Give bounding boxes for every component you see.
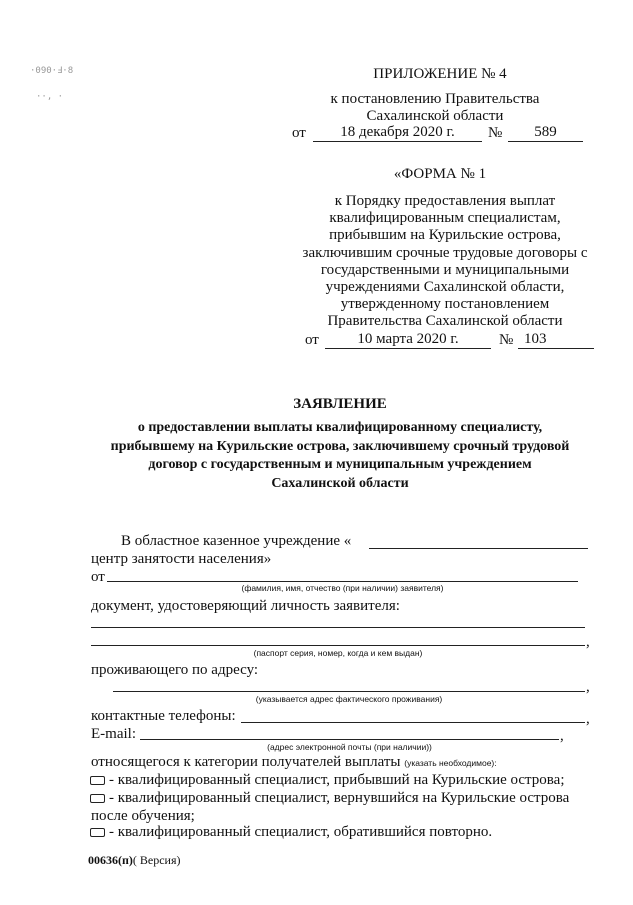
statement-subtitle-line: прибывшему на Курильские острова, заключившему срочный трудовой bbox=[110, 438, 570, 454]
footer-code: 00636(п) bbox=[88, 853, 133, 867]
scan-mark: ··, · bbox=[36, 92, 64, 102]
form-header-line: Правительства Сахалинской области bbox=[327, 313, 563, 330]
form-date-line bbox=[325, 348, 491, 349]
footer-version: ( Версия) bbox=[132, 853, 181, 867]
footer-code-line bbox=[88, 853, 181, 868]
address-label: проживающего по адресу: bbox=[91, 662, 259, 678]
form-header-line: заключившим срочные трудовые договоры с bbox=[302, 244, 588, 261]
statement-subtitle-line: договор с государственным и муниципальным учреждением bbox=[148, 457, 532, 472]
comma: , bbox=[586, 634, 590, 650]
email-field[interactable] bbox=[140, 739, 559, 740]
comma: , bbox=[586, 711, 590, 727]
document-label: документ, удостоверяющий личность заявителя: bbox=[91, 598, 400, 614]
phones-field[interactable] bbox=[241, 722, 585, 723]
recipient-field[interactable] bbox=[369, 548, 588, 549]
comma: , bbox=[560, 728, 564, 744]
option-returned-label-cont: после обучения; bbox=[91, 808, 195, 824]
statement-title: ЗАЯВЛЕНИЕ bbox=[293, 396, 387, 412]
phones-label: контактные телефоны: bbox=[91, 708, 236, 724]
category-label: относящегося к категории получателей выплаты (указать необходимое): bbox=[91, 754, 497, 770]
option-checkbox-returned[interactable] bbox=[90, 794, 105, 803]
form-header-line: учреждениями Сахалинской области, bbox=[325, 279, 565, 295]
scan-mark: ·090·Ⅎ·8 bbox=[30, 66, 74, 76]
form-header-line: квалифицированным специалистам, bbox=[329, 210, 561, 227]
name-caption: (фамилия, имя, отчество (при наличии) заявителя) bbox=[241, 583, 444, 593]
document-field-2[interactable] bbox=[91, 645, 585, 646]
appendix-date: 18 декабря 2020 г. bbox=[340, 124, 455, 140]
form-number-line bbox=[518, 348, 594, 349]
option-repeat-label: - квалифицированный специалист, обратившийся повторно. bbox=[109, 824, 493, 840]
form-header-line: к Порядку предоставления выплат bbox=[334, 193, 556, 209]
comma: , bbox=[586, 679, 590, 695]
form-date: 10 марта 2020 г. bbox=[357, 331, 459, 347]
appendix-line: Сахалинской области bbox=[366, 108, 504, 124]
email-label: E-mail: bbox=[91, 726, 136, 742]
appendix-number-label: № bbox=[488, 125, 503, 141]
option-returned-label: - квалифицированный специалист, вернувшийся на Курильские острова bbox=[109, 790, 570, 806]
appendix-line: к постановлению Правительства bbox=[330, 91, 540, 107]
appendix-number-line bbox=[508, 141, 583, 142]
from-label: от bbox=[91, 569, 105, 585]
option-arrived-label: - квалифицированный специалист, прибывший на Курильские острова; bbox=[109, 772, 565, 788]
email-caption: (адрес электронной почты (при наличии)) bbox=[267, 742, 432, 752]
address-field[interactable] bbox=[113, 691, 585, 692]
form-header-line: прибывшим на Курильские острова, bbox=[329, 227, 561, 244]
form-number: 103 bbox=[524, 331, 547, 347]
recipient-label: В областное казенное учреждение « bbox=[121, 533, 352, 549]
option-checkbox-repeat[interactable] bbox=[90, 828, 105, 837]
form-from-label: от bbox=[305, 332, 319, 348]
form-header-line: государственными и муниципальными bbox=[320, 261, 570, 278]
address-caption: (указывается адрес фактического проживания) bbox=[255, 694, 443, 704]
form-number-label: № bbox=[499, 332, 514, 348]
recipient-line2: центр занятости населения» bbox=[91, 551, 272, 567]
form-header-line: утвержденному постановлением bbox=[340, 296, 550, 313]
document-field-1[interactable] bbox=[91, 627, 585, 628]
appendix-date-line bbox=[313, 141, 482, 142]
option-checkbox-arrived[interactable] bbox=[90, 776, 105, 785]
appendix-title: ПРИЛОЖЕНИЕ № 4 bbox=[373, 66, 507, 82]
appendix-from-label: от bbox=[292, 125, 306, 141]
applicant-name-field[interactable] bbox=[107, 581, 578, 582]
statement-subtitle-line: о предоставлении выплаты квалифицированному специалисту, bbox=[137, 420, 543, 435]
form-title: «ФОРМА № 1 bbox=[393, 166, 487, 182]
category-hint: (указать необходимое): bbox=[404, 758, 497, 768]
statement-subtitle-line: Сахалинской области bbox=[271, 475, 409, 491]
passport-caption: (паспорт серия, номер, когда и кем выдан) bbox=[253, 648, 423, 658]
appendix-number: 589 bbox=[534, 124, 557, 140]
